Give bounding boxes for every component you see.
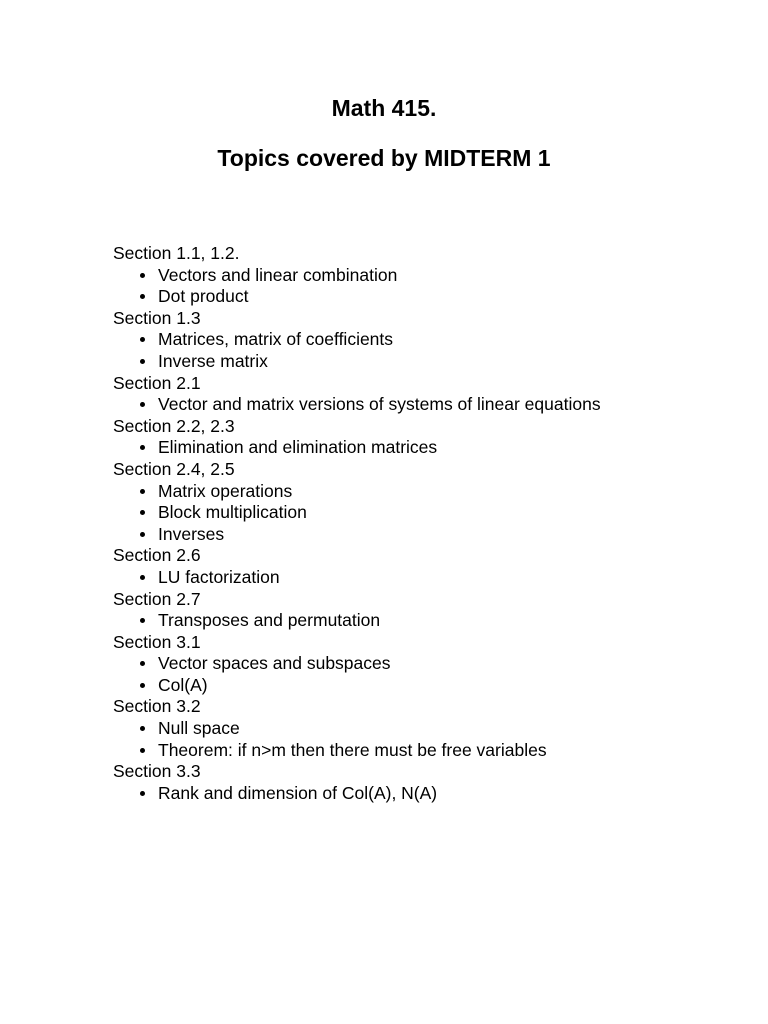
- topic-item: [113, 718, 733, 740]
- bullet-icon: [140, 402, 145, 407]
- topic-item: [113, 502, 733, 524]
- topic-item: [113, 394, 733, 416]
- topic-item: [113, 351, 733, 373]
- topic-text: Inverses: [158, 523, 225, 544]
- topic-text: Rank and dimension of Col(A), N(A): [158, 782, 438, 803]
- section-heading: Section 2.7: [113, 588, 201, 609]
- course-title: Math 415.: [331, 95, 437, 121]
- topic-text: Transposes and permutation: [158, 610, 381, 631]
- section-topic-list: [113, 481, 733, 546]
- section-heading: Section 3.1: [113, 631, 201, 652]
- topic-item: [113, 740, 733, 762]
- topic-item: [113, 481, 733, 503]
- section-heading: Section 1.1, 1.2.: [113, 243, 240, 263]
- bullet-icon: [140, 359, 145, 364]
- section-topic-list: [113, 437, 733, 459]
- topic-text: Elimination and elimination matrices: [158, 437, 438, 458]
- topic-text: Theorem: if n>m then there must be free variables: [158, 739, 547, 760]
- topic-item: [113, 653, 733, 675]
- section-topic-list: [113, 567, 733, 589]
- topics-list: [113, 243, 733, 804]
- bullet-icon: [140, 748, 145, 753]
- bullet-icon: [140, 661, 145, 666]
- section-topic-list: [113, 718, 733, 761]
- bullet-icon: [140, 532, 145, 537]
- topic-item: [113, 610, 733, 632]
- topic-item: [113, 265, 733, 287]
- bullet-icon: [140, 726, 145, 731]
- section-heading: Section 2.1: [113, 372, 201, 393]
- topic-item: [113, 329, 733, 351]
- bullet-icon: [140, 445, 145, 450]
- section-topic-list: [113, 783, 733, 805]
- section-heading: Section 3.3: [113, 761, 201, 782]
- topic-item: [113, 675, 733, 697]
- bullet-icon: [140, 273, 145, 278]
- section-heading: Section 1.3: [113, 307, 201, 328]
- topic-text: Matrices, matrix of coefficients: [158, 329, 394, 350]
- topic-text: Dot product: [158, 286, 249, 307]
- bullet-icon: [140, 510, 145, 515]
- topic-text: Matrix operations: [158, 480, 293, 501]
- topic-text: Vectors and linear combination: [158, 264, 398, 285]
- bullet-icon: [140, 337, 145, 342]
- bullet-icon: [140, 683, 145, 688]
- bullet-icon: [140, 294, 145, 299]
- topic-item: [113, 286, 733, 308]
- bullet-icon: [140, 791, 145, 796]
- section-heading: Section 2.2, 2.3: [113, 415, 235, 436]
- topic-text: Block multiplication: [158, 502, 307, 523]
- section-heading: Section 2.6: [113, 545, 201, 566]
- topic-item: [113, 783, 733, 805]
- section-topic-list: [113, 265, 733, 308]
- topic-text: Vector and matrix versions of systems of linear equations: [158, 394, 601, 415]
- topic-item: [113, 437, 733, 459]
- section-heading: Section 3.2: [113, 696, 201, 717]
- section-topic-list: [113, 329, 733, 372]
- midterm-topics-title: Topics covered by MIDTERM 1: [217, 145, 551, 171]
- section-heading: Section 2.4, 2.5: [113, 458, 235, 479]
- topic-item: [113, 524, 733, 546]
- topic-text: Null space: [158, 718, 240, 739]
- topic-item: [113, 567, 733, 589]
- bullet-icon: [140, 575, 145, 580]
- topic-text: Inverse matrix: [158, 350, 268, 371]
- bullet-icon: [140, 618, 145, 623]
- topic-text: Vector spaces and subspaces: [158, 653, 391, 674]
- section-topic-list: [113, 394, 733, 416]
- section-topic-list: [113, 653, 733, 696]
- section-topic-list: [113, 610, 733, 632]
- topic-text: Col(A): [158, 674, 208, 695]
- topic-text: LU factorization: [158, 566, 280, 587]
- bullet-icon: [140, 489, 145, 494]
